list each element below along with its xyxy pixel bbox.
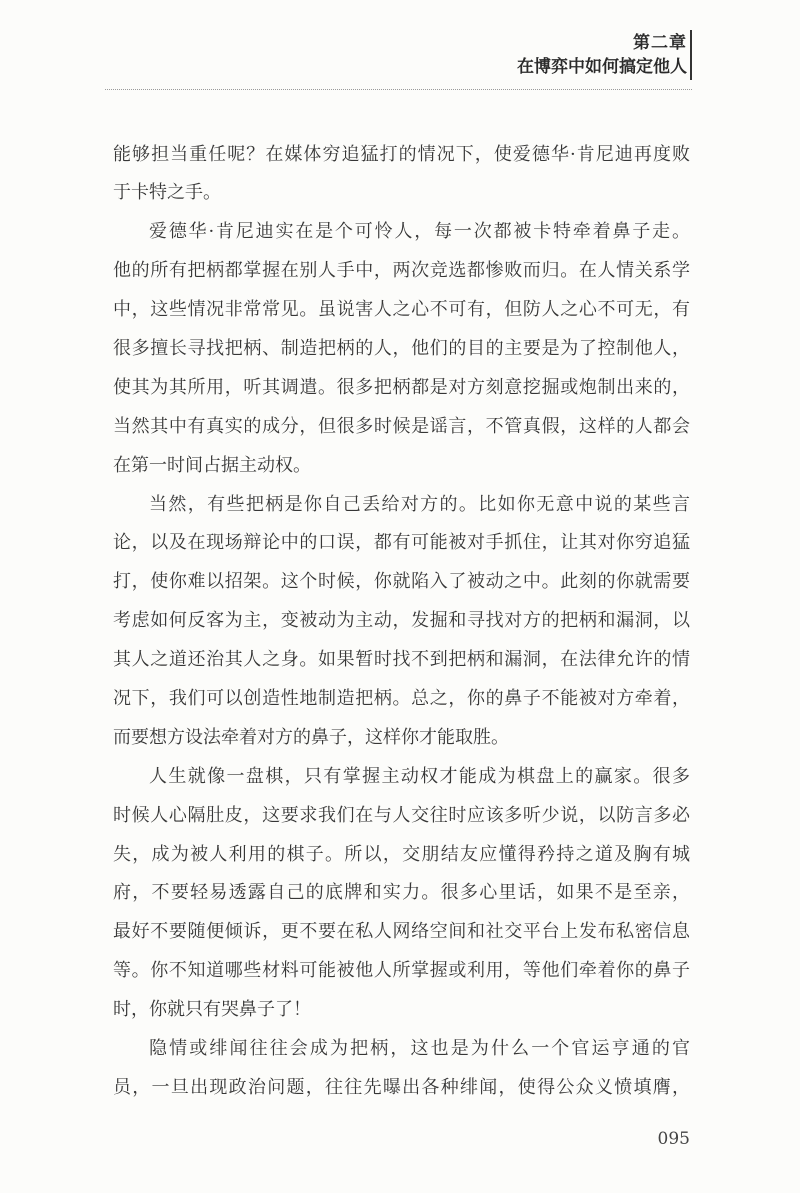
text-line: 人生就像一盘棋，只有掌握主动权才能成为棋盘上的赢家。很多	[149, 765, 690, 787]
text-line: 员，一旦出现政治问题，往往先曝出各种绯闻，使得公众义愤填膺，	[113, 1076, 690, 1098]
chapter-title: 在博弈中如何搞定他人	[517, 57, 687, 77]
paragraph	[113, 136, 690, 214]
text-line: 在第一时间占据主动权。	[113, 454, 311, 476]
text-line: 等。你不知道哪些材料可能被他人所掌握或利用，等他们牵着你的鼻子	[113, 960, 690, 982]
text-line: 使其为其所用，听其调遣。很多把柄都是对方刻意挖掘或炮制出来的，	[113, 376, 690, 398]
text-line: 中，这些情况非常常见。虽说害人之心不可有，但防人之心不可无，有	[113, 299, 690, 321]
text-line: 爱德华·肯尼迪实在是个可怜人，每一次都被卡特牵着鼻子走。	[149, 221, 690, 243]
body-text	[113, 136, 690, 1108]
header-vertical-rule	[690, 30, 692, 80]
text-line: 隐情或绯闻往往会成为把柄，这也是为什么一个官运亨通的官	[149, 1037, 690, 1059]
text-line: 当然其中有真实的成分，但很多时候是谣言，不管真假，这样的人都会	[113, 415, 690, 437]
text-line: 况下，我们可以创造性地制造把柄。总之，你的鼻子不能被对方牵着，	[113, 687, 690, 709]
text-line: 于卡特之手。	[113, 182, 221, 204]
text-line: 时候人心隔肚皮，这要求我们在与人交往时应该多听少说，以防言多必	[113, 804, 690, 826]
text-line: 时，你就只有哭鼻子了！	[113, 999, 311, 1021]
paragraph	[113, 486, 690, 758]
running-header	[517, 31, 687, 79]
paragraph	[113, 758, 690, 1030]
text-line: 最好不要随便倾诉，更不要在私人网络空间和社交平台上发布私密信息	[113, 921, 690, 943]
text-line: 当然，有些把柄是你自己丢给对方的。比如你无意中说的某些言	[149, 493, 690, 515]
header-dotted-rule	[105, 89, 692, 90]
text-line: 很多擅长寻找把柄、制造把柄的人，他们的目的主要是为了控制他人，	[113, 337, 690, 359]
text-line: 府，不要轻易透露自己的底牌和实力。很多心里话，如果不是至亲，	[113, 882, 690, 904]
page-number: 095	[657, 1129, 690, 1149]
chapter-number: 第二章	[633, 33, 687, 53]
text-line: 而要想方设法牵着对方的鼻子，这样你才能取胜。	[113, 726, 509, 748]
text-line: 其人之道还治其人之身。如果暂时找不到把柄和漏洞，在法律允许的情	[113, 649, 690, 671]
text-line: 打，使你难以招架。这个时候，你就陷入了被动之中。此刻的你就需要	[113, 571, 690, 593]
text-line: 失，成为被人利用的棋子。所以，交朋结友应懂得矜持之道及胸有城	[113, 843, 690, 865]
text-line: 他的所有把柄都掌握在别人手中，两次竞选都惨败而归。在人情关系学	[113, 260, 690, 282]
paragraph	[113, 213, 690, 485]
text-line: 能够担当重任呢？在媒体穷追猛打的情况下，使爱德华·肯尼迪再度败	[113, 143, 690, 165]
text-line: 论，以及在现场辩论中的口误，都有可能被对手抓住，让其对你穷追猛	[113, 532, 690, 554]
text-line: 考虑如何反客为主，变被动为主动，发掘和寻找对方的把柄和漏洞，以	[113, 610, 690, 632]
paragraph	[113, 1030, 690, 1108]
